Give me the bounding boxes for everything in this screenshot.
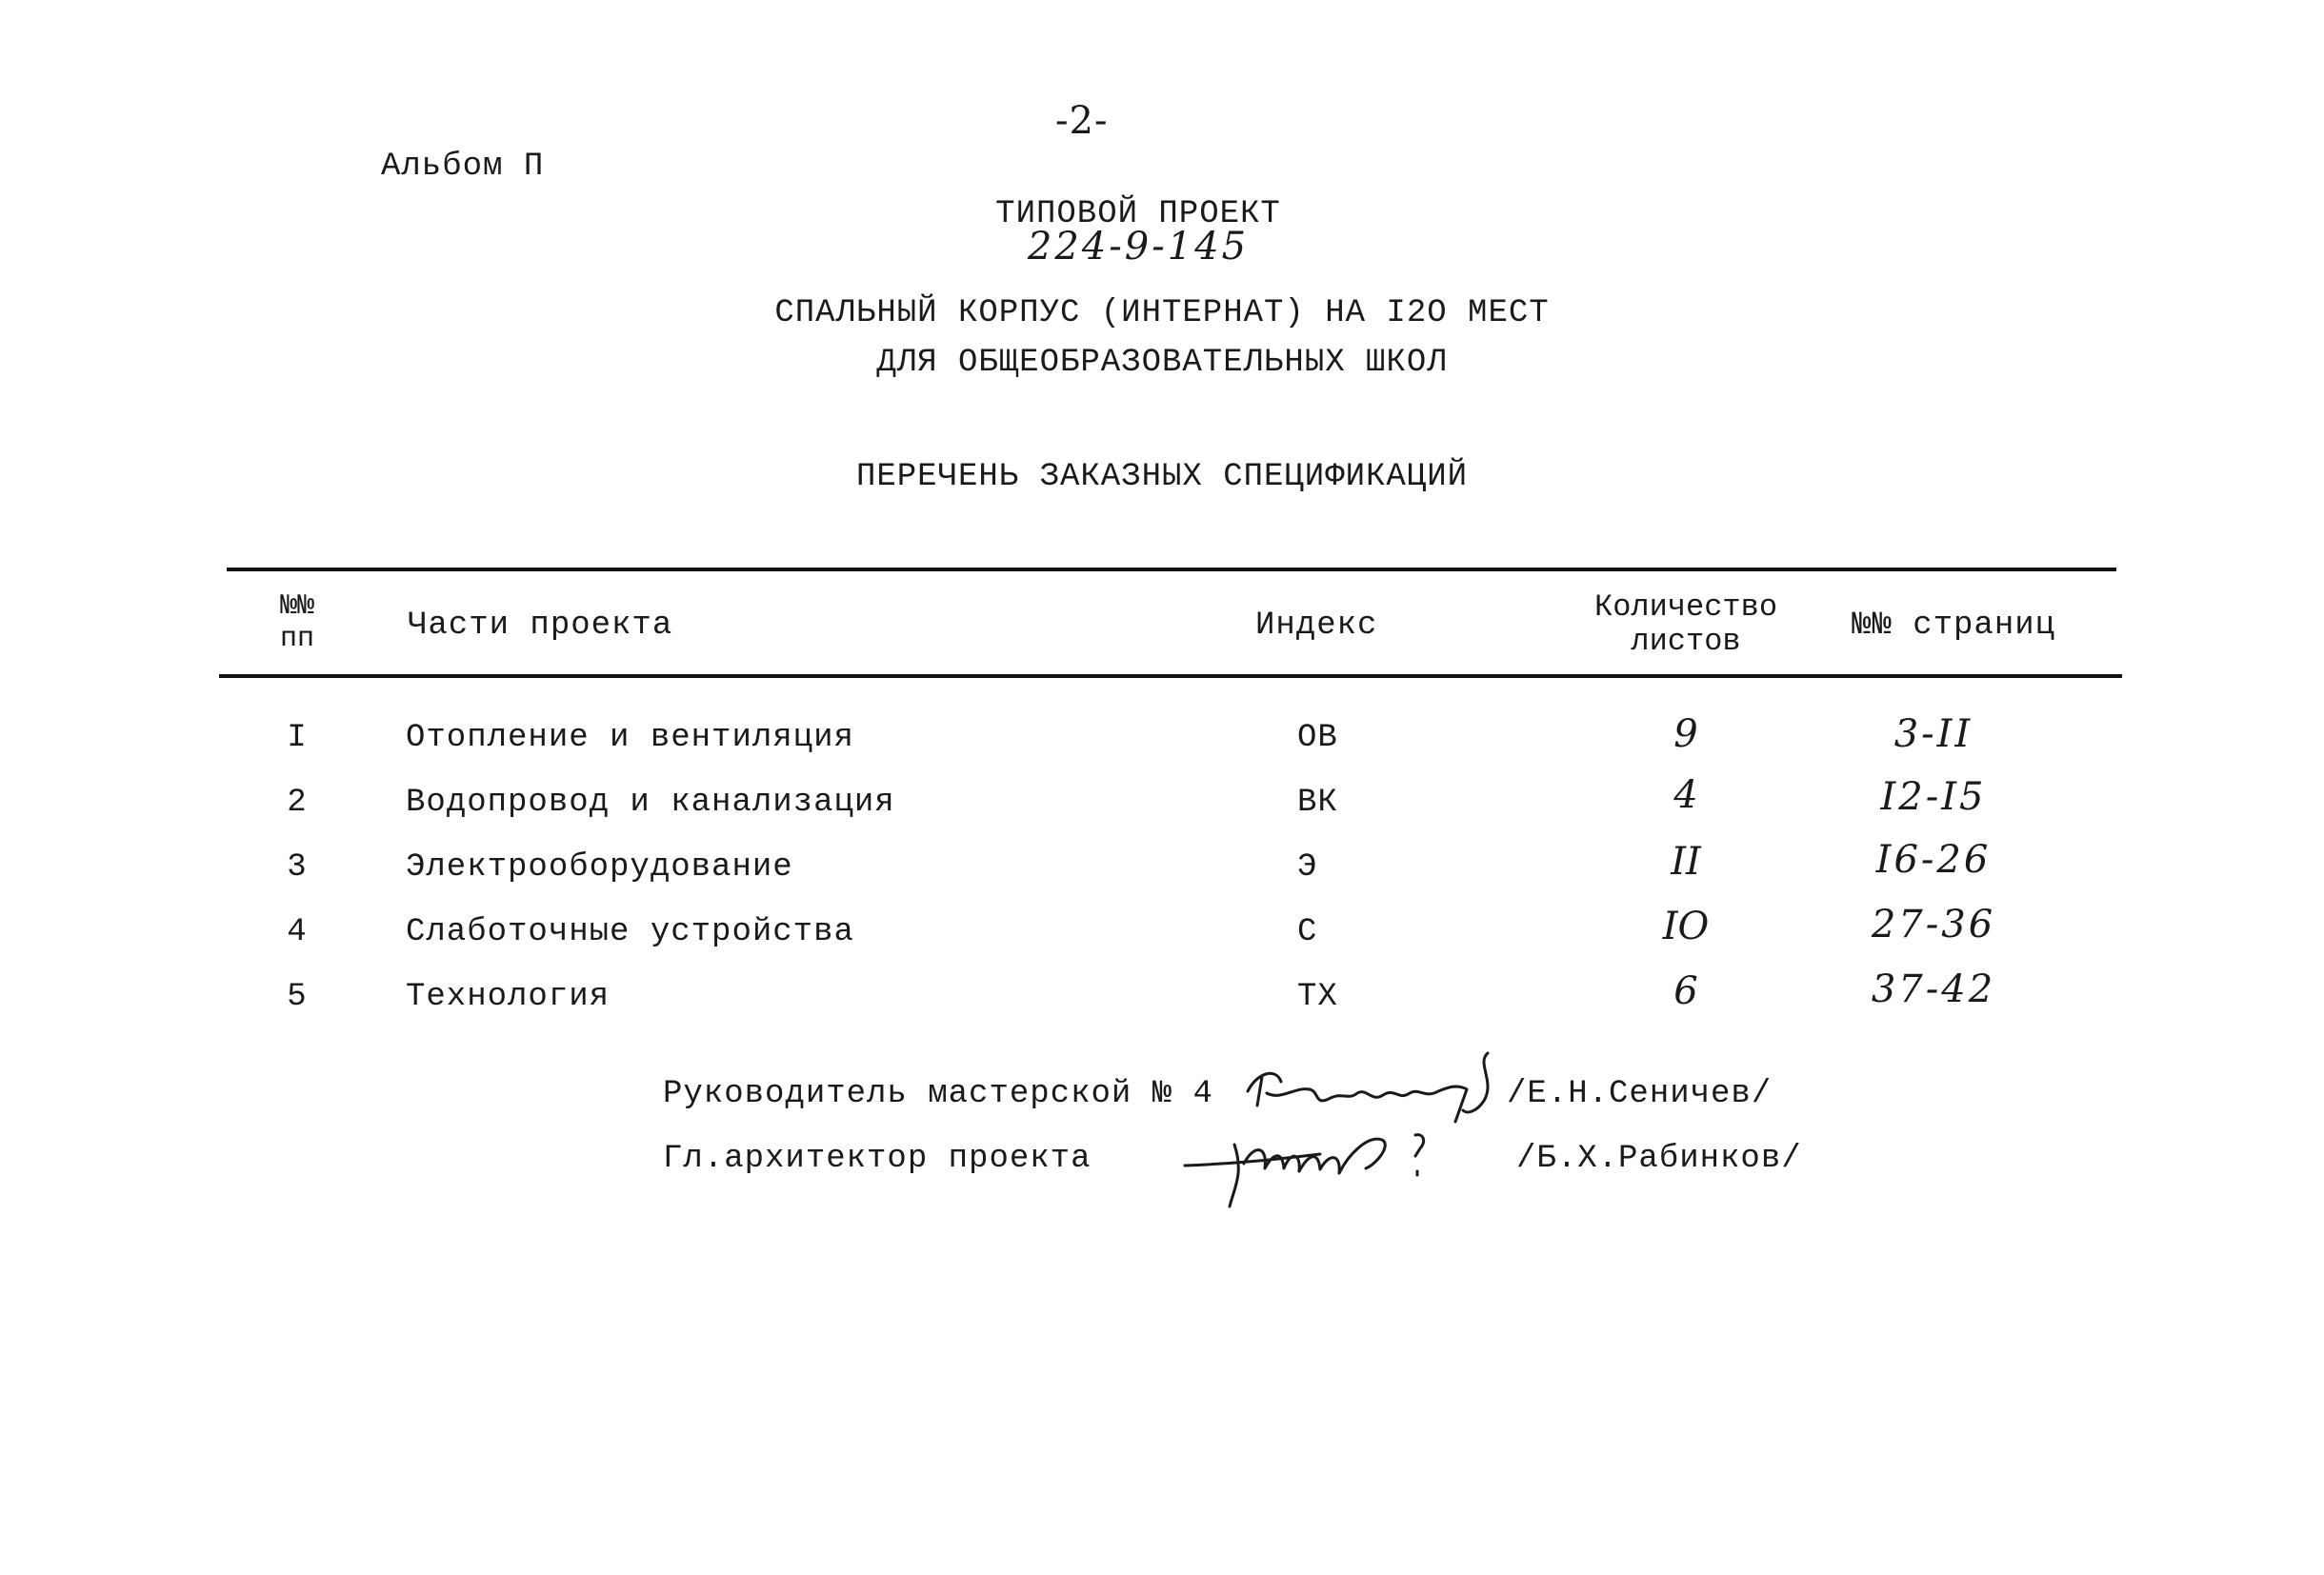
row-num: 5 (287, 979, 308, 1015)
table-header-rule (219, 674, 2122, 678)
signature-role-1: Руководитель мастерской № 4 (663, 1076, 1213, 1112)
header-num-line1: №№ (279, 590, 314, 623)
row-index: ВК (1297, 785, 1338, 821)
row-num: 4 (287, 914, 308, 950)
project-title-line2: ДЛЯ ОБЩЕОБРАЗОВАТЕЛЬНЫХ ШКОЛ (876, 345, 1448, 381)
row-pages: 27-36 (1871, 903, 1996, 947)
project-title-line1: СПАЛЬНЫЙ КОРПУС (ИНТЕРНАТ) НА I2O МЕСТ (774, 295, 1550, 331)
row-sheets: IO (1662, 905, 1710, 948)
header-sheets-line1: Количество (1593, 589, 1778, 625)
header-index: Индекс (1255, 608, 1378, 644)
row-index: Э (1297, 849, 1318, 886)
row-num: 2 (287, 785, 308, 821)
project-number: 224-9-145 (1027, 225, 1250, 269)
row-sheets: 9 (1673, 712, 1698, 756)
table-top-rule (227, 568, 2116, 571)
row-sheets: 4 (1673, 773, 1698, 817)
header-num (250, 590, 345, 655)
row-sheets: II (1671, 840, 1701, 884)
header-sheets (1562, 590, 1810, 659)
album-label: Альбом П (381, 149, 545, 185)
header-num-line2: пп (279, 623, 314, 655)
row-num: I (287, 720, 308, 756)
handwritten-signature-2 (1177, 1116, 1482, 1221)
header-parts: Части проекта (408, 608, 673, 644)
row-index: ОВ (1297, 720, 1338, 756)
row-pages: I2-I5 (1880, 775, 1987, 819)
row-part: Электрооборудование (406, 849, 793, 886)
header-sheets-line2: листов (1631, 624, 1741, 659)
row-sheets: 6 (1673, 969, 1698, 1013)
header-pages: №№ страниц (1852, 608, 2056, 644)
signature-name-1: /Е.Н.Сеничев/ (1507, 1076, 1773, 1112)
row-part: Водопровод и канализация (406, 785, 895, 821)
row-pages: 37-42 (1871, 967, 1996, 1011)
page-number: -2- (1055, 99, 1109, 143)
row-part: Слаботочные устройства (406, 914, 854, 950)
row-pages: 3-II (1893, 712, 1973, 756)
signature-name-2: /Б.Х.Рабинков/ (1516, 1141, 1802, 1177)
signature-role-2: Гл.архитектор проекта (663, 1141, 1092, 1177)
row-index: С (1297, 914, 1318, 950)
row-pages: I6-26 (1875, 838, 1992, 882)
row-part: Технология (406, 979, 611, 1015)
list-title: ПЕРЕЧЕНЬ ЗАКАЗНЫХ СПЕЦИФИКАЦИЙ (855, 459, 1469, 495)
row-num: 3 (287, 849, 308, 886)
project-type: ТИПОВОЙ ПРОЕКТ (995, 196, 1281, 232)
row-index: ТХ (1297, 979, 1338, 1015)
row-part: Отопление и вентиляция (406, 720, 854, 756)
